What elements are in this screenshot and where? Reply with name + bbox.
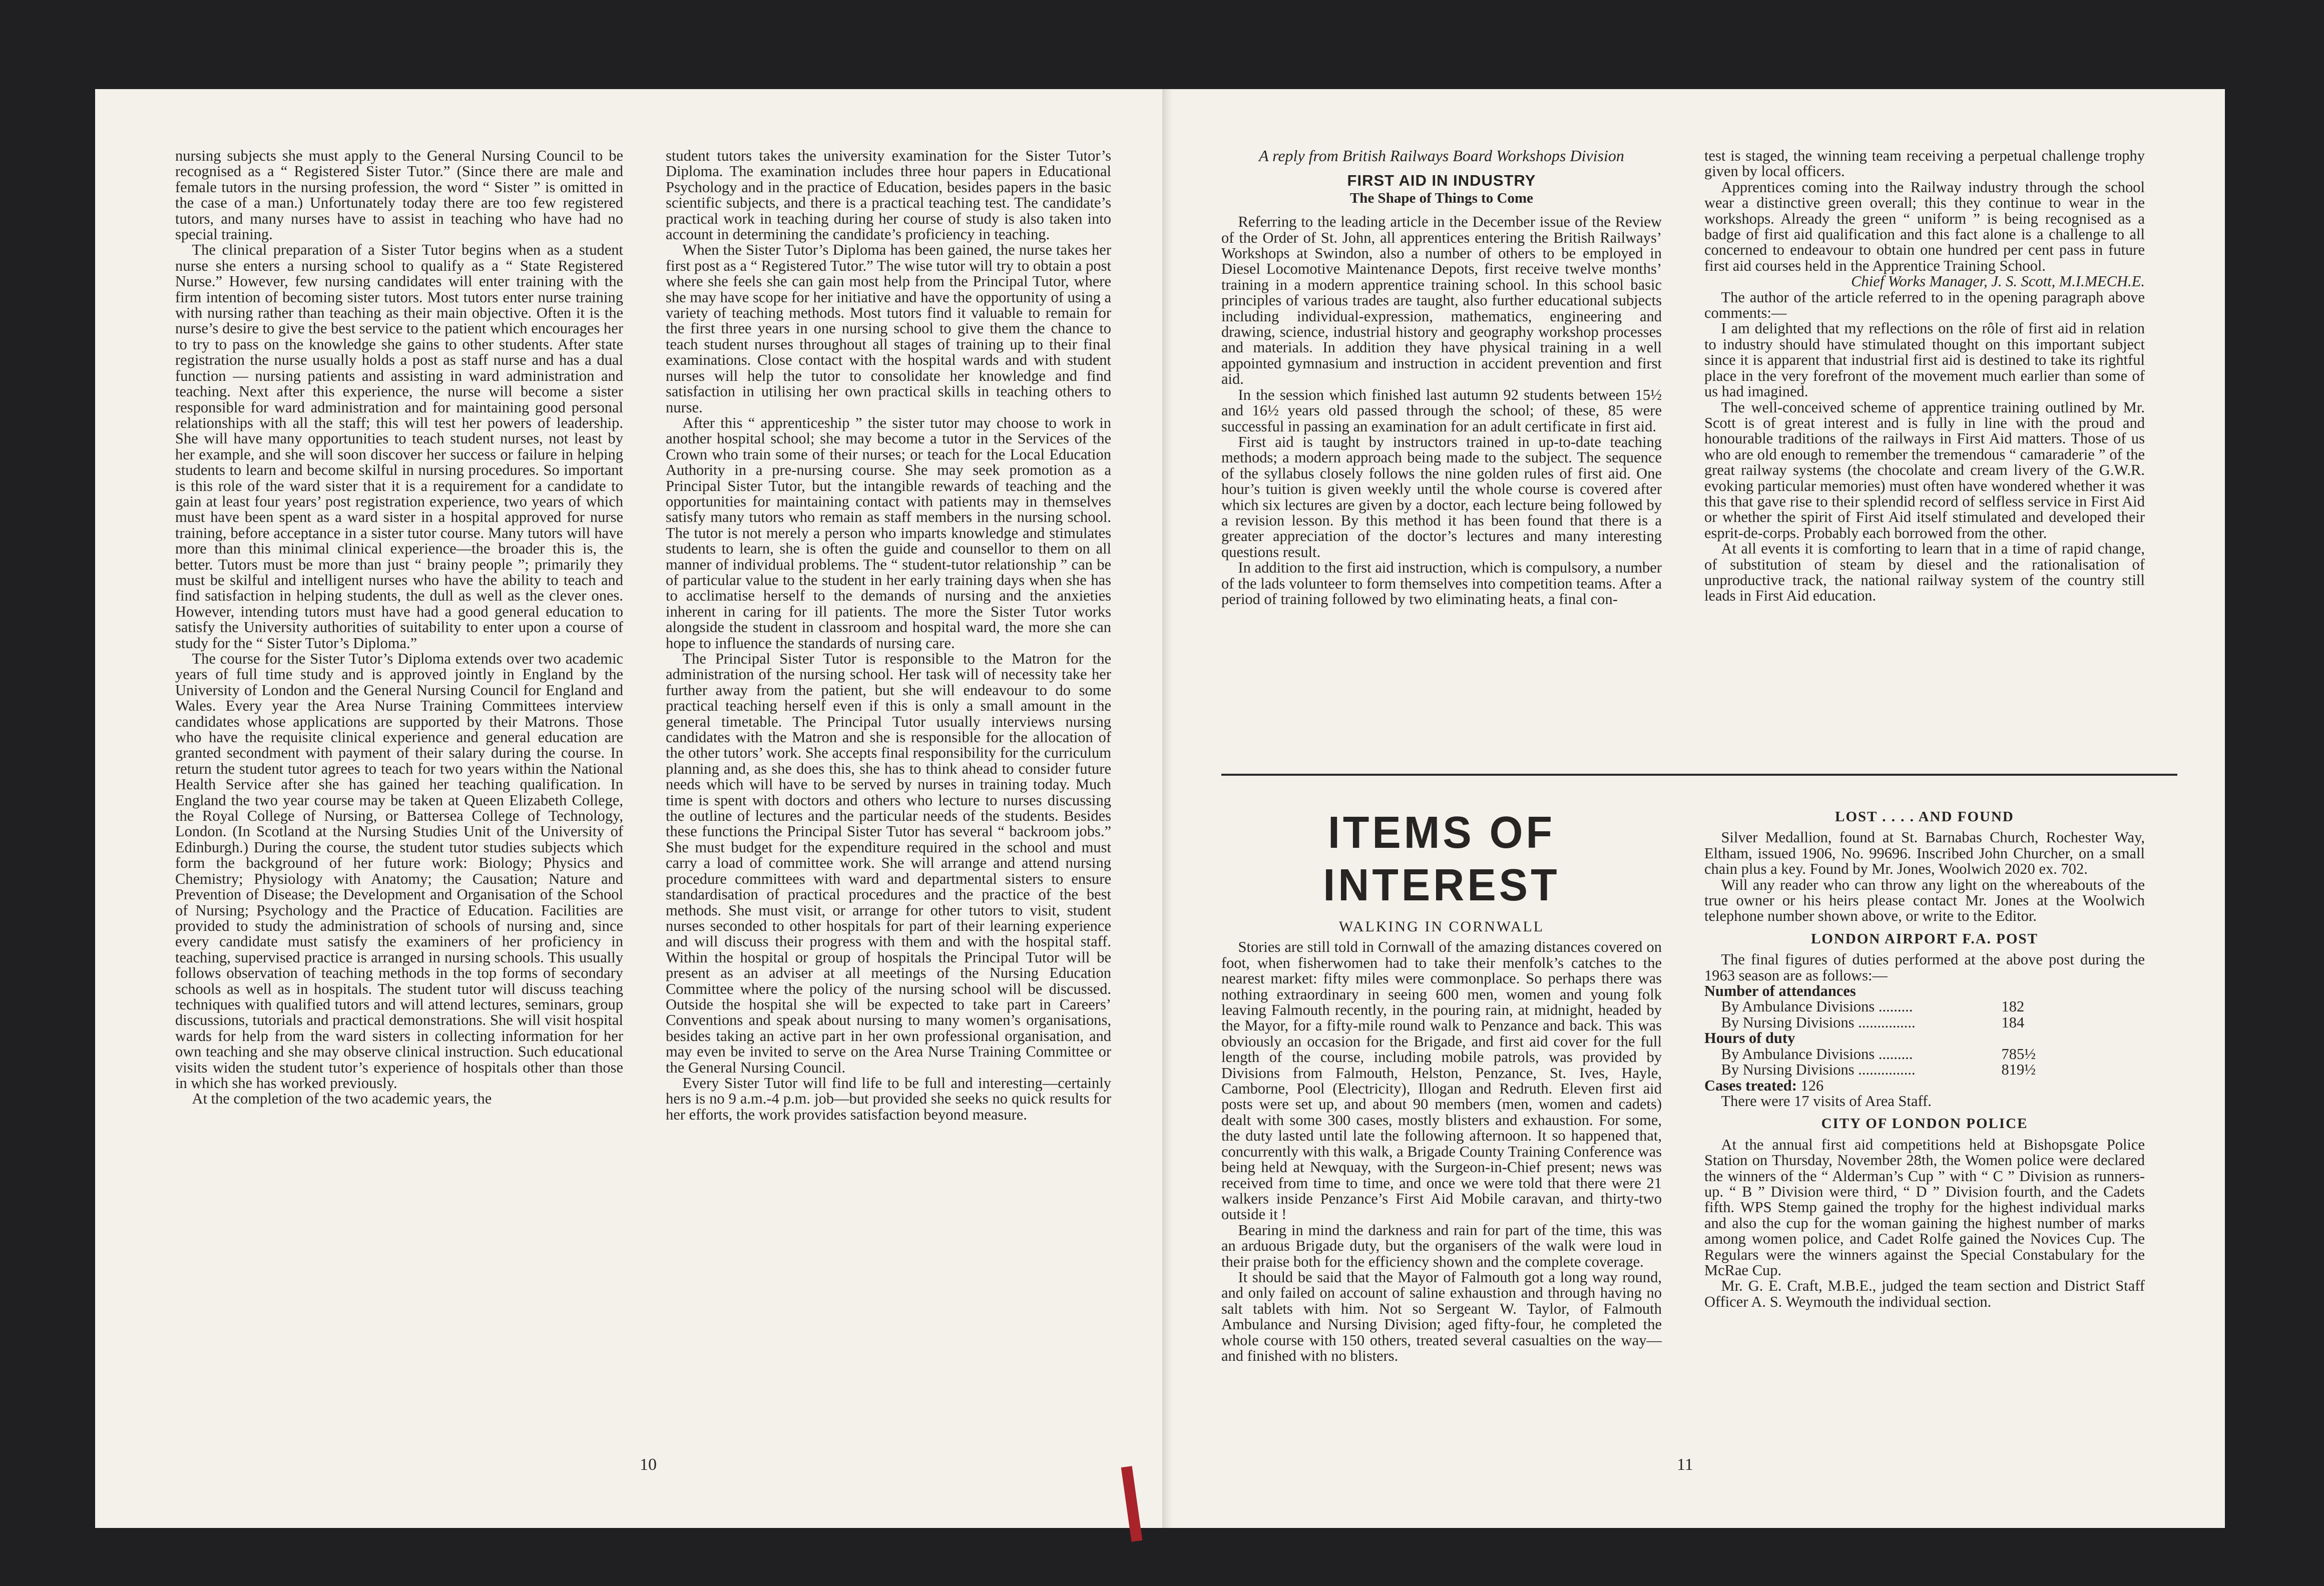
paragraph: Referring to the leading article in the December issue of the Review of the Order of St. John, all apprentices entering the British Railways’ Workshops at Swindon, also a number of others to be employed in Diesel Locomotive Maintenance Depots, first receive twelve months’ training in a modern apprentice training school. In this school basic principles of various trades are taught, also further educational subjects including individual-expression, mathematics, engineering and drawing, science, industrial history and geography workshop processes and materials. In addition they have physical training in a well appointed gymnasium and instruction in accident prevention and first aid. <box>1221 213 1662 388</box>
article-title: FIRST AID IN INDUSTRY <box>1347 172 1536 190</box>
paragraph: The course for the Sister Tutor’s Diploma extends over two academic years of full time study and is approved jointly in England by the University of London and the General Nursing Council for England and Wales. Every year the Area Nurse Training Committees interview candidates whose applications are supported by their Matrons. Those who have the requisite clinical experience and general education are granted secondment with payment of their salary during the course. In return the student tutor agrees to teach for two years within the National Health Service after she has gained her teaching qualification. In England the two year course may be taken at Queen Elizabeth College, the Royal College of Nursing, or Battersea College of Technology, London. (In Scotland at the Nursing Studies Unit of the University of Edinburgh.) During the course, the student tutor studies subjects which form the background of her future work: Biology; Physics and Chemistry; Physiology with Anatomy; the Causation; Nature and Prevention of Disease; the Development and Organisation of the School of Nursing; Psychology and the Practice of Education. Facilities are provided to study the administration of schools of nursing and, since every candidate must satisfy the examiners of her proficiency in teaching, supervised practice is arranged in nursing schools. This usually follows observation of teaching methods in the top forms of secondary schools as well as in hospitals. The student tutor will discuss teaching techniques with qualified tutors and will attend lectures, seminars, group discussions, tutorials and practical demonstrations. She will visit hospital wards for help from the ward sisters in collecting information for her own teaching and she may observe clinical instruction. Such educational visits widen the student tutor’s experience of hospitals other than those in which she has worked previously. <box>175 650 623 1092</box>
paragraph: It should be said that the Mayor of Falmouth got a long way round, and only failed on account of saline exhaustion and through having no salt tablets with him. Not so Sergeant W. Taylor, of Falmouth Ambulance and Nursing Division; aged fifty-four, he completed the whole course with 150 others, treated several casualties on the way—and finished with no blisters. <box>1221 1268 1662 1364</box>
lost-found-heading: LOST . . . . AND FOUND <box>1835 809 2014 825</box>
stat-value: 785½ <box>2001 1045 2036 1063</box>
paragraph: The final figures of duties performed at the above post during the 1963 season are as follows:— <box>1704 951 2145 984</box>
paragraph: Apprentices coming into the Railway industry through the school wear a distinctive green overall; this they continue to wear in the workshops. Already the green “ uniform ” is being recognised as a badge of first aid qualification and this fact alone is a challenge to all concerned to endeavour to obtain one hundred per cent pass in future first aid courses held in the Apprentice Training School. <box>1704 178 2145 274</box>
attendances-label: Number of attendances <box>1704 982 1856 1000</box>
stat-row <box>1704 1046 2145 1062</box>
police-heading: CITY OF LONDON POLICE <box>1821 1116 2028 1132</box>
left-column-2 <box>666 148 1111 1123</box>
left-column-1 <box>175 148 623 1107</box>
stat-value: 184 <box>2001 1013 2025 1031</box>
stat-label: By Nursing Divisions ............... <box>1721 1061 1916 1079</box>
paragraph: In addition to the first aid instruction, which is compulsory, a number of the lads volunteer to form themselves into competition teams. After a period of training followed by two eliminating heats, a final con- <box>1221 559 1662 608</box>
paragraph: After this “ apprenticeship ” the sister tutor may choose to work in another hospital school; she may become a tutor in the Services of the Crown who train some of their nurses; or teach for the Local Education Authority in a pre-nursing course. She may seek promotion as a Principal Sister Tutor, but the intangible rewards of teaching and the opportunities for maintaining contact with patients may in themselves satisfy many tutors who remain as staff members in the nursing school. The tutor is not merely a person who imparts knowledge and stimulates students to learn, she is often the guide and counsellor to them on all manner of individual problems. The “ student-tutor relationship ” can be of particular value to the student in her early training days when she has to acclimatise herself to the demands of nursing and the anxieties inherent in caring for ill patients. The more the Sister Tutor works alongside the student in classroom and hospital ward, the more she can hope to influence the standards of nursing care. <box>666 414 1111 652</box>
paragraph: At the completion of the two academic years, the <box>192 1090 492 1108</box>
paragraph: Silver Medallion, found at St. Barnabas Church, Rochester Way, Eltham, issued 1906, No. 99696. Inscribed John Churcher, on a small chain plus a key. Found by Mr. Jones, Woolwich 2020 ex. 702. <box>1704 829 2145 878</box>
section-divider <box>1221 774 2177 776</box>
paragraph: There were 17 visits of Area Staff. <box>1721 1092 1932 1110</box>
first-aid-column-2 <box>1704 148 2145 604</box>
stat-label: By Ambulance Divisions ......... <box>1721 998 1913 1015</box>
stat-row <box>1704 999 2145 1014</box>
paragraph: nursing subjects she must apply to the General Nursing Council to be recognised as a “ Registered Sister Tutor.” (Since there are male and female tutors in the nursing profession, the word “ Sister ” is omitted in the case of a man.) Unfortunately today there are too few registered tutors, and many nurses have to assist in teaching who have had no special training. <box>175 147 623 243</box>
stat-row <box>1704 1062 2145 1078</box>
cases-value: 126 <box>1800 1077 1824 1094</box>
section-banner: ITEMS OF INTEREST <box>1323 807 1560 910</box>
first-aid-column-1 <box>1221 148 1662 607</box>
paragraph: At the annual first aid competitions held at Bishopsgate Police Station on Thursday, November 28th, the Women police were declared the winners of the “ Alderman’s Cup ” with “ C ” Division as runners-up. “ B ” Division were third, “ D ” Division fourth, and the Cadets fifth. WPS Stemp gained the trophy for the highest individual marks and also the cup for the woman gaining the highest number of marks among women police, and Cadet Rolfe gained the Novices Cup. The Regulars were the winners against the Special Constabulary for the McRae Cup. <box>1704 1136 2145 1279</box>
paragraph: The clinical preparation of a Sister Tutor begins when as a student nurse she enters a nursing school to qualify as a “ State Registered Nurse.” However, few nursing candidates will enter training with the firm intention of becoming sister tutors. Most tutors enter nurse training with nursing rather than teaching as their main objective. Often it is the nurse’s desire to give the best service to the patient which encourages her to try to pass on the knowledge she gains to other students. After state registration the nurse usually holds a post as staff nurse and has a dual function — nursing patients and assisting in ward administration and teaching. Next after this experience, the nurse will become a sister responsible for ward administration and for maintaining good personal relationships with all the staff; this will test her powers of leadership. She will have many opportunities to teach student nurses, not least by her example, and she will soon discover her success or failure in helping students to learn and become skilful in nursing procedures. So important is this role of the ward sister that it is a requirement for a candidate to gain at least four years’ post registration experience, two years of which must have been spent as a ward sister in a hospital approved for nurse training, before acceptance in a sister tutor course. Many tutors will have more than this minimal clinical experience—the broader this is, the better. Tutors must be more than just “ brainy people ”; primarily they must be skilful and intelligent nurses who have the ability to teach and find satisfaction in helping students, the dull as well as the clever ones. However, intending tutors must have had a good general education to satisfy the University authorities of suitability to enter upon a course of study for the “ Sister Tutor’s Diploma.” <box>175 241 623 652</box>
paragraph: The well-conceived scheme of apprentice training outlined by Mr. Scott is of great interest and is fully in line with the proud and honourable traditions of the railways in First Aid matters. Those of us who are old enough to remember the tremendous “ camaraderie ” of the great railway systems (the chocolate and cream livery of the G.W.R. evoking particular memories) must often have wondered whether it was this that gave rise to their splendid record of selfless service in First Aid or whether the spirit of First Aid itself stimulated and developed their esprit-de-corps. Probably each borrowed from the other. <box>1704 398 2145 542</box>
paragraph: I am delighted that my reflections on the rôle of first aid in relation to industry should have stimulated thought on this important subject since it is apparent that industrial first aid is destined to take its rightful place in the very forefront of the movement much earlier than some of us had imagined. <box>1704 320 2145 400</box>
left-page <box>95 89 1169 1528</box>
paragraph: Stories are still told in Cornwall of the amazing distances covered on foot, when fisherwomen had to take their menfolk’s catches to the nearest market: fifty miles were commonplace. So perhaps there was nothing extraordinary in seeing 600 men, women and young folk leaving Falmouth recently, in the pouring rain, at midnight, headed by the Mayor, for a fifty-mile round walk to Penzance and back. This was obviously an occasion for the Brigade, and first aid cover for the full length of the course, including mobile patrols, was provided by Divisions from Falmouth, Helston, Penzance, St. Ives, Hayle, Camborne, Pool (Electricity), Illogan and Redruth. Eleven first aid posts were set up, and about 90 members (men, women and cadets) dealt with some 300 cases, mostly blisters and exhaustion. For some, the duty lasted until late the following afternoon. It so happened that, concurrently with this walk, a Brigade County Training Conference was being held at Newquay, with the Surgeon-in-Chief present; news was received from time to time, and once we were told that there were 21 walkers inside Penzance’s First Aid Mobile caravan, and thirty-two outside it ! <box>1221 938 1662 1223</box>
stat-value: 819½ <box>2001 1061 2036 1079</box>
article-subtitle: The Shape of Things to Come <box>1349 190 1534 206</box>
paragraph: Will any reader who can throw any light on the whereabouts of the true owner or his heirs please contact Mr. Jones at the Woolwich telephone number shown above, or write to the Editor. <box>1704 876 2145 925</box>
hours-label: Hours of duty <box>1704 1029 1795 1047</box>
paragraph: Mr. G. E. Craft, M.B.E., judged the team section and District Staff Officer A. S. Weymouth the individual section. <box>1704 1277 2145 1310</box>
paragraph: The Principal Sister Tutor is responsible to the Matron for the administration of the nursing school. Her task will of necessity take her further away from the patient, but she will endeavour to do some practical teaching herself even if this is only a small amount in the general timetable. The Principal Tutor usually interviews nursing candidates with the Matron and she is responsible for the allocation of the other tutors’ work. She accepts final responsibility for the curriculum planning and, as she does this, she has to think ahead to consider future needs which will have to be served by nurses in training today. Much time is spent with doctors and others who lecture to nurses discussing the outline of lectures and the particular needs of the students. Besides these functions the Principal Sister Tutor has several “ backroom jobs.” She must budget for the expenditure required in the school and must carry a load of committee work. She will arrange and attend nursing procedure committees with ward and departmental sisters to ensure standardisation of practical procedures and the practice of the best methods. She must visit, or arrange for other tutors to visit, student nurses seconded to other hospitals for part of their learning experience and will discuss their progress with them and with the hospital staff. Within the hospital or group of hospitals the Principal Tutor will be present as an adviser at all meetings of the Nursing Education Committee where the policy of the nursing school will be discussed. Outside the hospital she will be expected to take part in Careers’ Conventions and speak about nursing to many women’s organisations, besides taking an active part in her own professional organisation, and may even be invited to serve on the Area Nurse Training Committee or the General Nursing Council. <box>666 650 1111 1076</box>
right-page <box>1171 89 2225 1528</box>
stat-label: By Ambulance Divisions ......... <box>1721 1045 1913 1063</box>
paragraph: Bearing in mind the darkness and rain for part of the time, this was an arduous Brigade duty, but the organisers of the walk were loud in their praise both for the efficiency shown and the complete coverage. <box>1221 1221 1662 1270</box>
stat-label: By Nursing Divisions ............... <box>1721 1013 1916 1031</box>
paragraph: In the session which finished last autumn 92 students between 15½ and 16½ years old passed through the school; of these, 85 were successful in passing an examination for an adult certificate in first aid. <box>1221 386 1662 435</box>
cases-label: Cases treated: <box>1704 1077 1797 1094</box>
airport-heading: LONDON AIRPORT F.A. POST <box>1811 930 2038 947</box>
cases-line <box>1704 1078 2145 1094</box>
items-column-2 <box>1704 802 2145 1310</box>
paragraph: Every Sister Tutor will find life to be full and interesting—certainly hers is no 9 a.m.-4 p.m. job—but provided she seeks no quick results for her efforts, the work provides satisfaction beyond measure. <box>666 1074 1111 1123</box>
paragraph: student tutors takes the university examination for the Sister Tutor’s Diploma. The examination includes three hour papers in Educational Psychology and in the practice of Education, besides papers in the basic scientific subjects, and there is a practical teaching test. The candidate’s practical work in teaching during her course of study is also taken into account in determining the candidate’s proficiency in teaching. <box>666 147 1111 243</box>
paragraph: At all events it is comforting to learn that in a time of rapid change, of substitution of steam by diesel and the rationalisation of unproductive track, the national railway system of the country still leads in First Aid education. <box>1704 540 2145 605</box>
stat-value: 182 <box>2001 998 2025 1015</box>
paragraph: When the Sister Tutor’s Diploma has been gained, the nurse takes her first post as a “ Registered Tutor.” The wise tutor will try to obtain a post where she feels she can gain most help from the Principal Tutor, where she may have scope for her initiative and have the opportunity of using a variety of teaching methods. Most tutors find it valuable to remain for the first three years in one nursing school to give them the chance to teach student nurses throughout all stages of training up to their final examinations. Close contact with the hospital wards and with student nurses will help the tutor to consolidate her knowledge and find satisfaction in utilising her own practical skills in teaching others to nurse. <box>666 241 1111 416</box>
paragraph: First aid is taught by instructors trained in up-to-date teaching methods; a modern approach being made to the subject. The sequence of the syllabus closely follows the nine golden rules of first aid. One hour’s tuition is given weekly until the whole course is covered after which six lectures are given by a doctor, each lecture being followed by a revision lesson. By this method it has been found that there is a greater appreciation of the doctor’s lectures and many interesting questions result. <box>1221 433 1662 561</box>
paragraph: test is staged, the winning team receiving a perpetual challenge trophy given by local officers. <box>1704 147 2145 180</box>
page-number: 10 <box>640 1455 657 1474</box>
stat-row <box>1704 1015 2145 1030</box>
paragraph: The author of the article referred to in the opening paragraph above comments:— <box>1704 288 2145 322</box>
items-column-1 <box>1221 804 1662 1364</box>
signature: Chief Works Manager, J. S. Scott, M.I.MECH.E. <box>1851 273 2145 290</box>
article-kicker: A reply from British Railways Board Workshops Division <box>1259 147 1624 165</box>
walking-heading: WALKING IN CORNWALL <box>1338 918 1545 935</box>
page-number: 11 <box>1677 1455 1693 1474</box>
